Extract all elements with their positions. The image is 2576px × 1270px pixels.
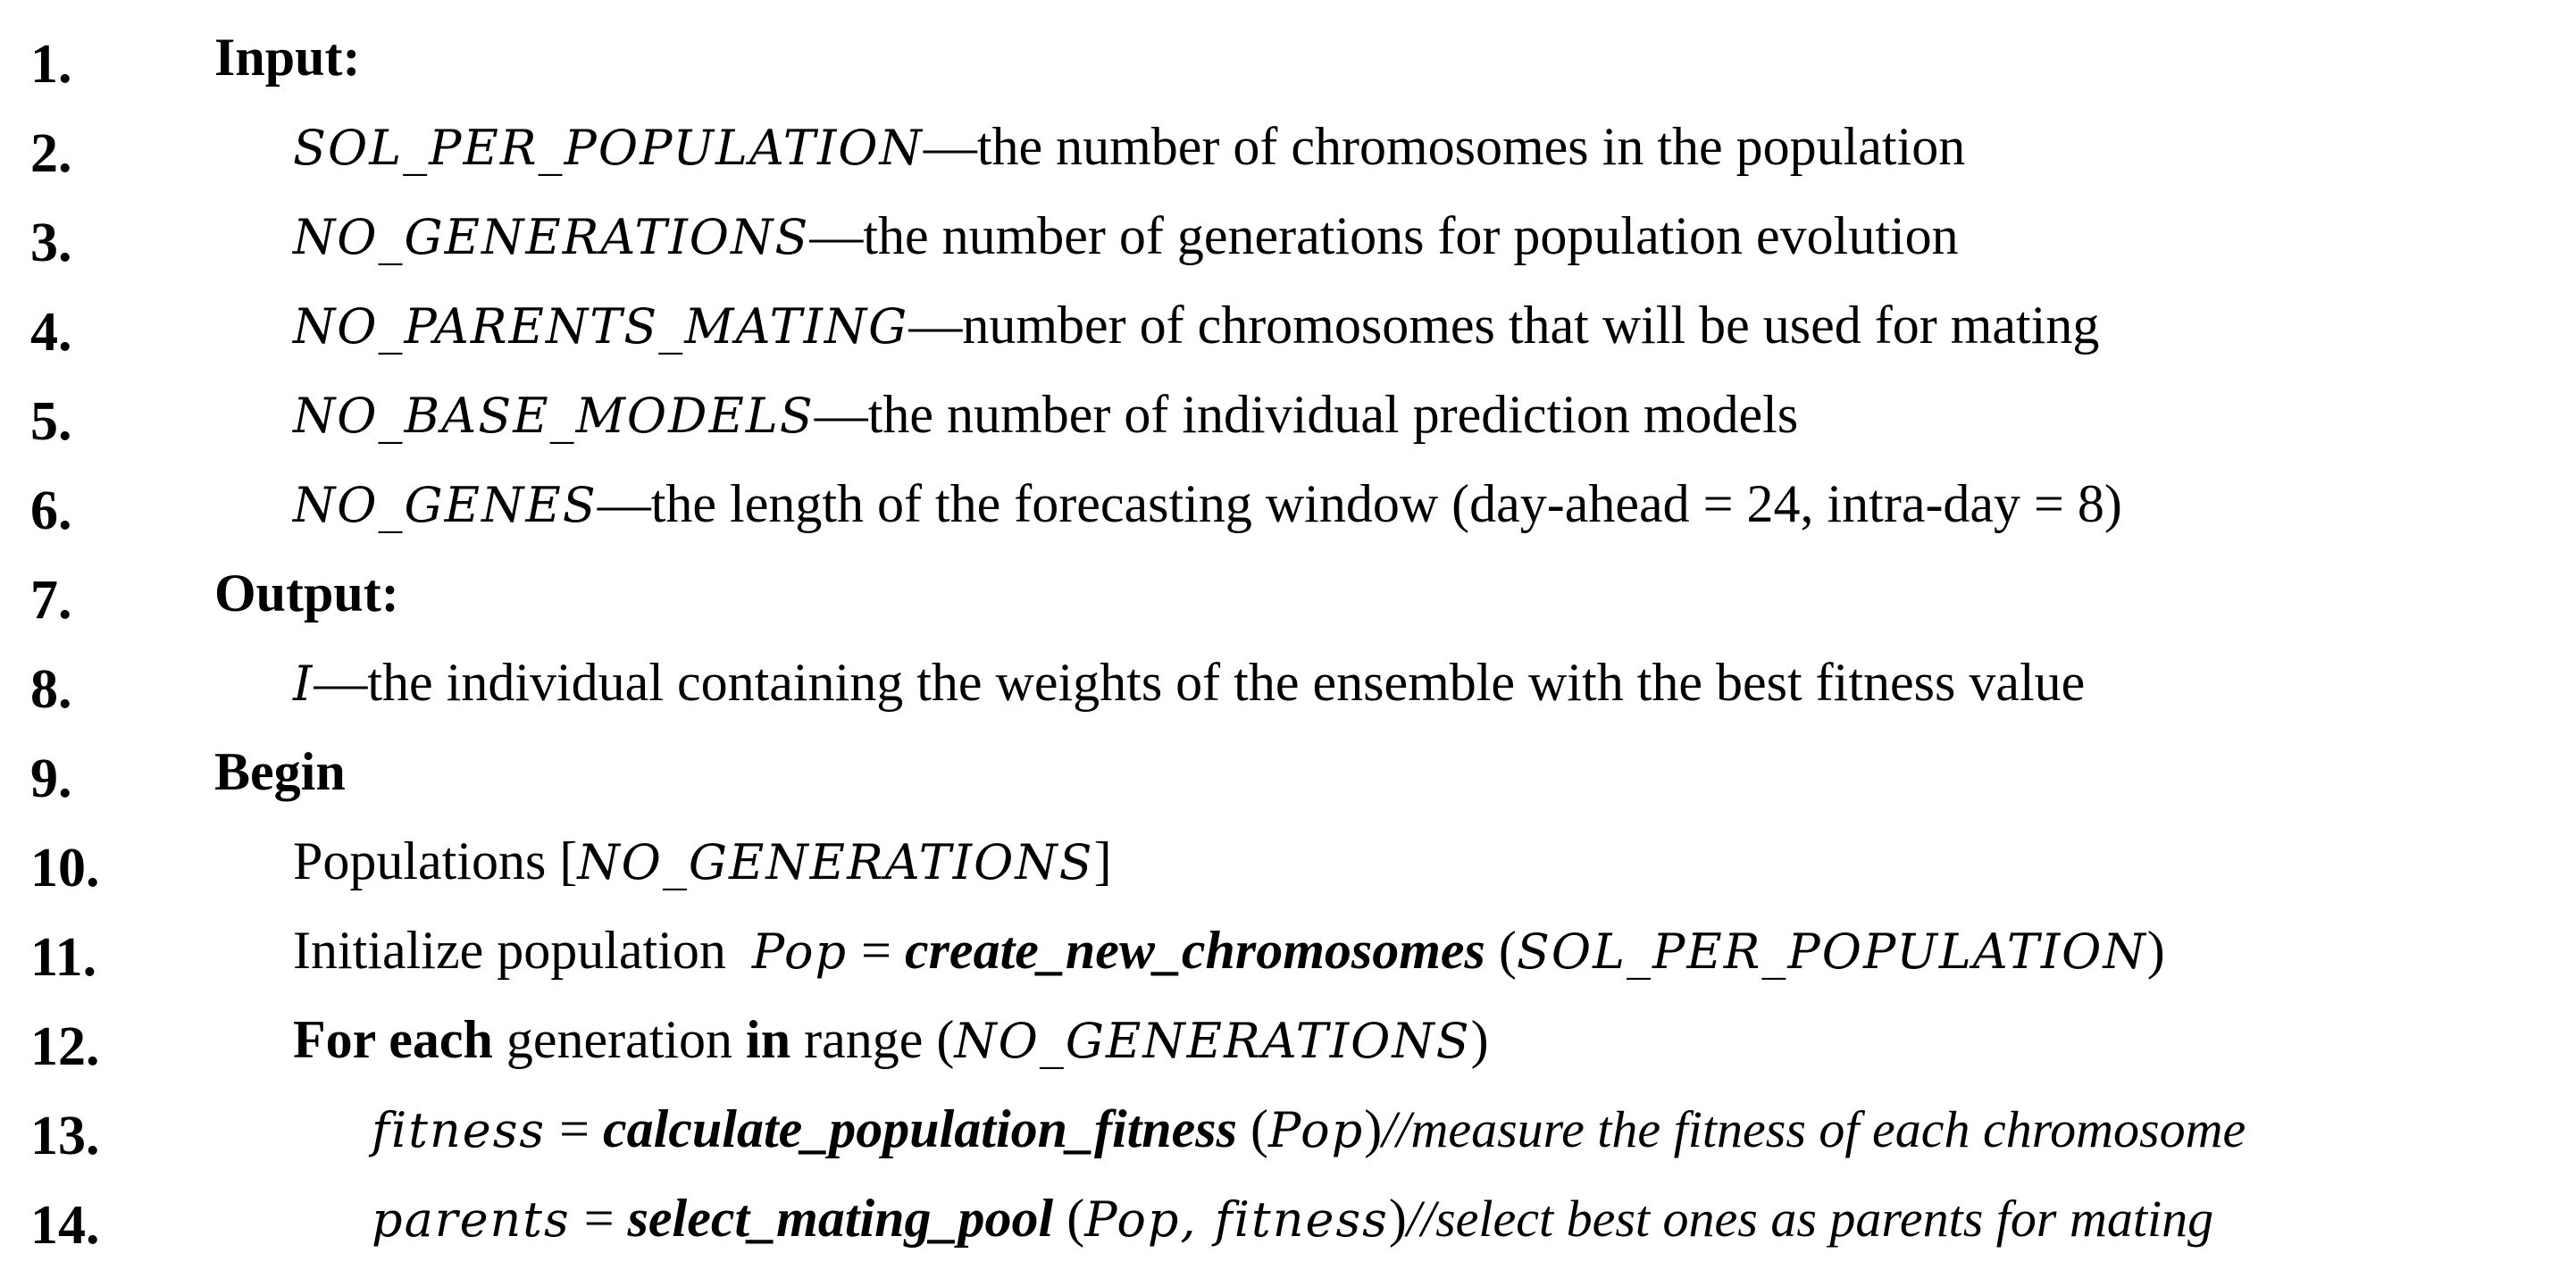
section-heading: Output:: [214, 564, 399, 622]
parameter-name: NO_GENERATIONS: [293, 209, 810, 265]
paren-close: ): [1470, 1010, 1489, 1069]
algorithm-line: [0, 13, 2576, 102]
parameter-description: —the number of individual prediction models: [814, 385, 1799, 444]
section-heading: Input:: [214, 28, 361, 87]
parameter-description: —the length of the forecasting window (day-ahead = 24, intra-day = 8): [597, 474, 2122, 533]
operator: =: [570, 1189, 628, 1248]
parameter-name: NO_PARENTS_MATING: [293, 298, 909, 355]
line-number: 5.: [30, 391, 72, 452]
section-heading: Begin: [214, 742, 346, 801]
paren-close: ): [1388, 1189, 1407, 1248]
parameter-name: SOL_PER_POPULATION: [293, 120, 924, 176]
algorithm-line: [0, 906, 2576, 995]
variable: Pop: [751, 923, 849, 980]
line-number: 4.: [30, 302, 72, 363]
paren-open: (: [1237, 1099, 1268, 1158]
algorithm-line: [0, 1174, 2576, 1263]
variable: parents: [372, 1191, 571, 1248]
statement-text: Populations [: [293, 831, 578, 890]
argument: NO_GENERATIONS: [954, 1013, 1471, 1069]
keyword: in: [746, 1010, 791, 1069]
algorithm-line: [0, 638, 2576, 727]
line-number: 3.: [30, 213, 72, 273]
algorithm-line: [0, 191, 2576, 280]
algorithm-line: [0, 370, 2576, 459]
algorithm-line: [0, 995, 2576, 1084]
algorithm-line: [0, 1084, 2576, 1174]
algorithm-line: [0, 280, 2576, 370]
keyword: For each: [293, 1010, 493, 1069]
comment: //select best ones as parents for mating: [1406, 1190, 2214, 1248]
bracket: ]: [1093, 831, 1112, 890]
algorithm-line: [0, 102, 2576, 191]
parameter-description: —the number of generations for population evolution: [809, 206, 1959, 265]
paren-open: (: [1053, 1189, 1085, 1248]
function-name: select_mating_pool: [627, 1189, 1054, 1248]
line-number: 2.: [30, 123, 72, 184]
line-number: 12.: [30, 1016, 100, 1077]
statement-text: generation: [492, 1010, 747, 1069]
statement-text: range (: [790, 1010, 955, 1069]
line-number: 13.: [30, 1106, 100, 1166]
line-number: 7.: [30, 570, 72, 631]
parameter-description: —the individual containing the weights of the ensemble with the best fitness value: [314, 653, 2086, 712]
variable: NO_GENERATIONS: [577, 834, 1094, 890]
line-number: 8.: [30, 659, 72, 720]
comment: //measure the fitness of each chromosome: [1382, 1100, 2246, 1158]
line-number: 10.: [30, 838, 100, 898]
statement-text: Initialize population: [293, 921, 740, 980]
argument: Pop: [1268, 1102, 1365, 1158]
parameter-description: —the number of chromosomes in the population: [923, 117, 1966, 176]
argument: Pop, fitness: [1084, 1191, 1389, 1248]
algorithm-line: [0, 548, 2576, 638]
algorithm-line: [0, 816, 2576, 906]
line-number: 14.: [30, 1195, 100, 1256]
line-number: 11.: [30, 927, 97, 988]
line-number: 9.: [30, 748, 72, 809]
algorithm-line: [0, 459, 2576, 548]
parameter-name: I: [293, 656, 314, 712]
paren-close: ): [2146, 921, 2165, 980]
paren-close: ): [1364, 1099, 1383, 1158]
parameter-name: NO_BASE_MODELS: [293, 388, 815, 444]
operator: =: [546, 1099, 603, 1158]
line-number: 6.: [30, 480, 72, 541]
function-name: create_new_chromosomes: [904, 921, 1485, 980]
line-number: 1.: [30, 34, 72, 95]
function-name: calculate_population_fitness: [602, 1099, 1238, 1158]
variable: fitness: [372, 1102, 547, 1158]
paren-open: (: [1485, 921, 1517, 980]
parameter-name: NO_GENES: [293, 477, 598, 533]
argument: SOL_PER_POPULATION: [1516, 923, 2147, 980]
operator: =: [848, 921, 905, 980]
parameter-description: —number of chromosomes that will be used for mating: [908, 296, 2100, 355]
algorithm-line: [0, 727, 2576, 816]
